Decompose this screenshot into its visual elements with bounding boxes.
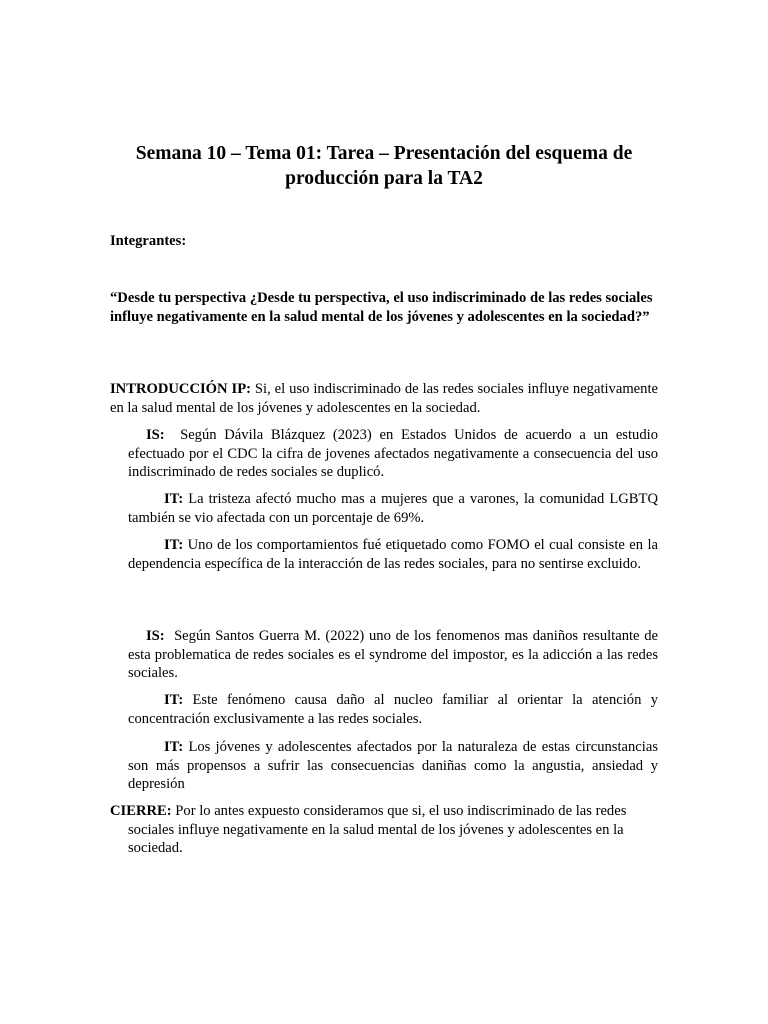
it-text: Uno de los comportamientos fué etiquetado como FOMO el cual consiste en la dependencia específica de la interacción de las redes sociales, para no sentirse excluido. xyxy=(128,537,658,572)
it-label: IT: xyxy=(164,537,184,553)
cierre-label: CIERRE: xyxy=(110,803,172,819)
integrantes-label: Integrantes: xyxy=(110,233,187,249)
it-label: IT: xyxy=(164,491,184,507)
it-text: Este fenómeno causa daño al nucleo familiar al orientar la atención y concentración exclusivamente a las redes sociales. xyxy=(128,692,658,727)
it-paragraph-3 xyxy=(128,691,658,728)
is-label: IS: xyxy=(146,628,165,644)
intro-text: Si, el uso indiscriminado de las redes sociales influye negativamente en la salud mental de los jóvenes y adolescentes en la sociedad. xyxy=(110,381,658,416)
it-paragraph-2 xyxy=(128,536,658,573)
is-paragraph-2 xyxy=(128,627,658,683)
is-text: Según Dávila Blázquez (2023) en Estados Unidos de acuerdo a un estudio efectuado por el CDC la cifra de jovenes afectados negativamente a consecuencia del uso indiscriminado de redes sociales se duplicó. xyxy=(128,427,658,480)
cierre-paragraph xyxy=(110,802,676,858)
document-title: Semana 10 – Tema 01: Tarea – Presentación del esquema de producción para la TA2 xyxy=(135,143,633,189)
it-text: Los jóvenes y adolescentes afectados por la naturaleza de estas circunstancias son más propensos a sufrir las consecuencias daniñas como la angustia, ansiedad y depresión xyxy=(128,739,658,792)
intro-label: INTRODUCCIÓN IP: xyxy=(110,381,251,397)
it-label: IT: xyxy=(164,692,184,708)
it-text: La tristeza afectó mucho mas a mujeres que a varones, la comunidad LGBTQ también se vio afectada con un porcentaje de 69%. xyxy=(128,491,658,526)
intro-paragraph xyxy=(110,380,658,417)
it-label: IT: xyxy=(164,739,184,755)
research-question: “Desde tu perspectiva ¿Desde tu perspectiva, el uso indiscriminado de las redes sociales influye negativamente en la salud mental de los jóvenes y adolescentes en la sociedad?” xyxy=(110,290,653,325)
is-paragraph-1 xyxy=(128,426,658,482)
cierre-text: Por lo antes expuesto consideramos que si, el uso indiscriminado de las redes sociales influye negativamente en la salud mental de los jóvenes y adolescentes en la sociedad. xyxy=(128,803,627,856)
is-label: IS: xyxy=(146,427,165,443)
it-paragraph-1 xyxy=(128,490,658,527)
it-paragraph-4 xyxy=(128,738,658,794)
is-text: Según Santos Guerra M. (2022) uno de los fenomenos mas daniños resultante de esta problematica de redes sociales es el syndrome del impostor, es la adicción a las redes sociales. xyxy=(128,628,659,681)
